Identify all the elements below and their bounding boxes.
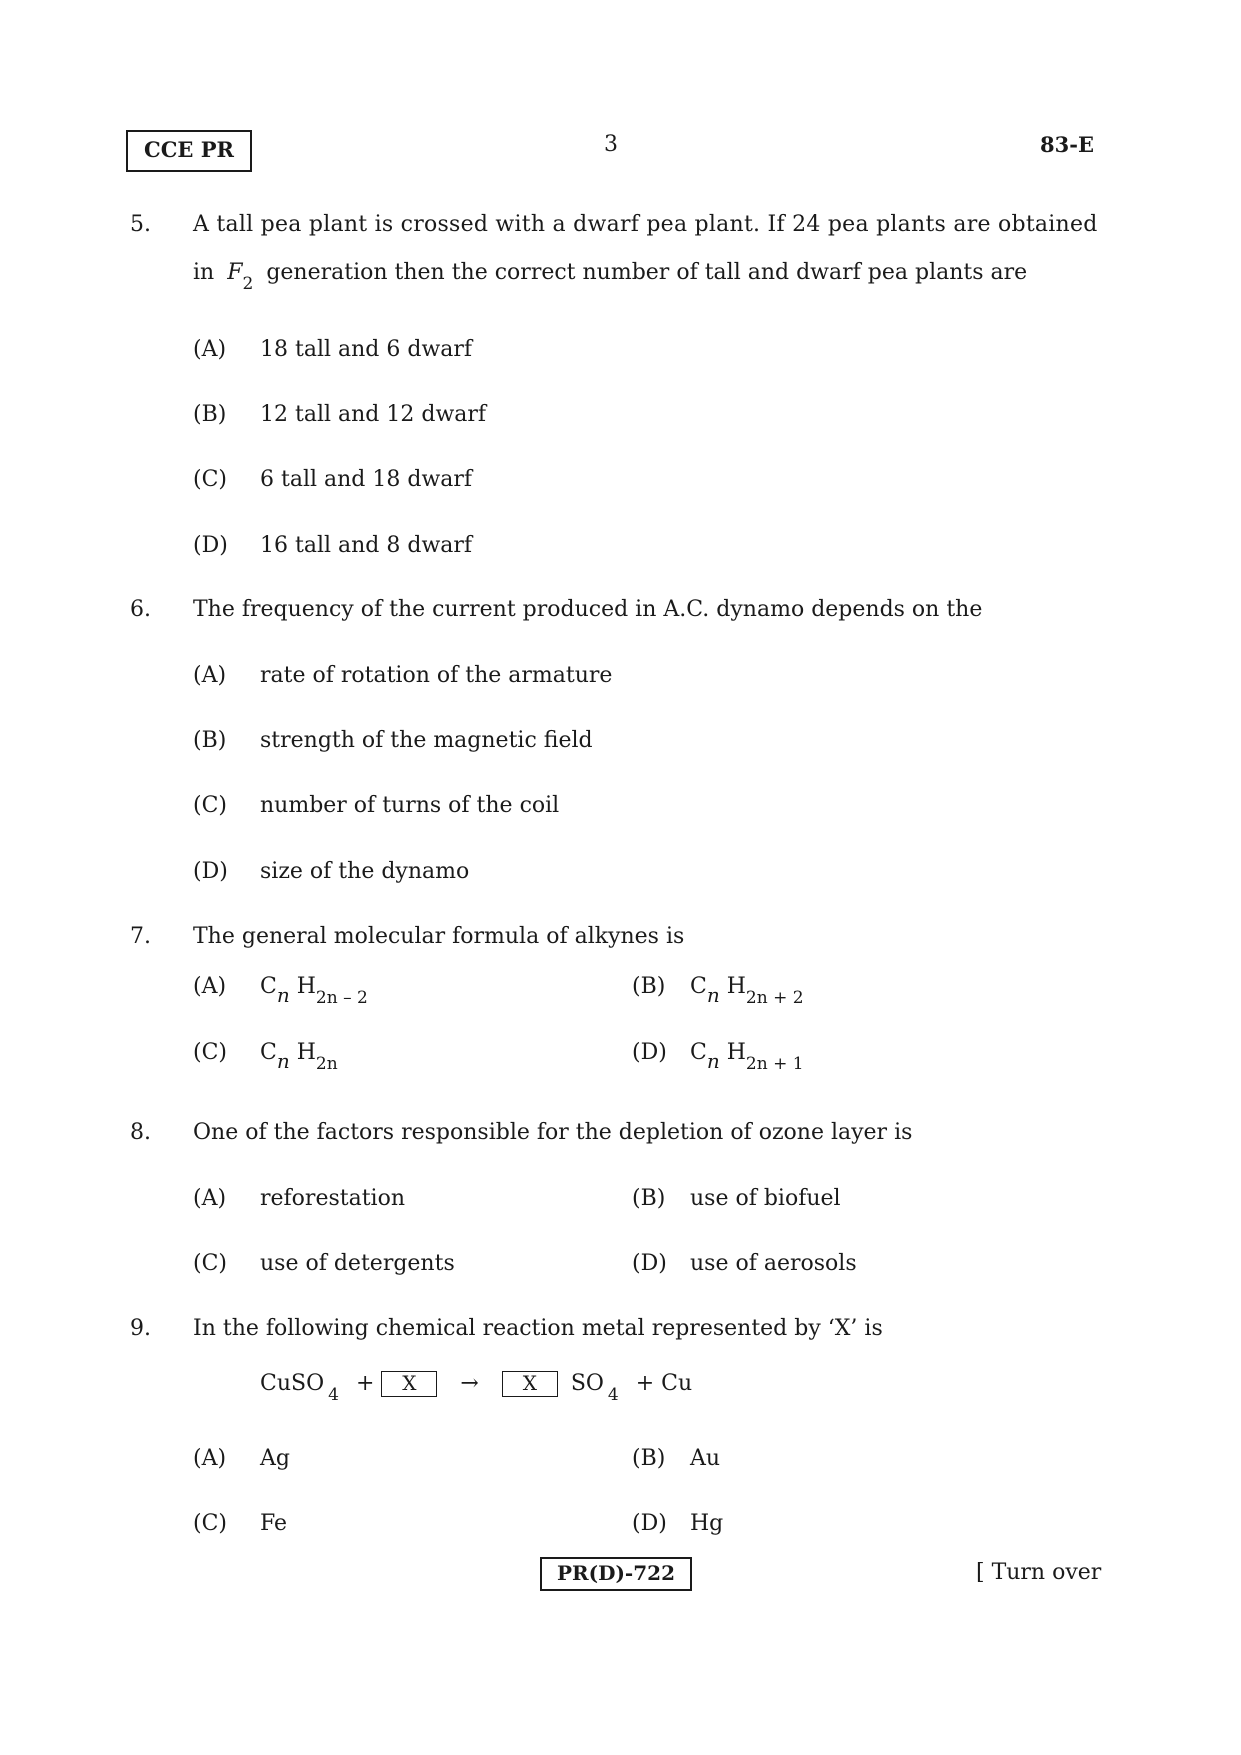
eq-so: SO (570, 1371, 604, 1396)
q8-option-b-label: (B) (632, 1186, 666, 1211)
q5-option-b-label: (B) (193, 402, 227, 427)
q7-option-d-label: (D) (632, 1040, 667, 1065)
q7-d-h: H (726, 1040, 746, 1065)
q5-f-sub: 2 (242, 274, 254, 294)
q5-option-b-text: 12 tall and 12 dwarf (260, 402, 487, 427)
q9-text: In the following chemical reaction metal represented by ‘X’ is (193, 1316, 883, 1341)
q9-equation (260, 1371, 693, 1405)
q8-option-d-label: (D) (632, 1251, 667, 1276)
q7-c-h: H (296, 1040, 316, 1065)
q6-option-b-label: (B) (193, 728, 227, 753)
q8-number: 8. (130, 1120, 151, 1145)
eq-arrow: → (460, 1371, 479, 1396)
q8-text: One of the factors responsible for the depletion of ozone layer is (193, 1120, 913, 1145)
q7-a-h: H (296, 974, 316, 999)
q5-option-c-label: (C) (193, 467, 227, 492)
q5-text-line1: A tall pea plant is crossed with a dwarf pea plant. If 24 pea plants are obtained (193, 212, 1098, 237)
q7-b-n: n (706, 983, 720, 1007)
q8-option-c-text: use of detergents (260, 1251, 455, 1276)
turn-over: [ Turn over (976, 1560, 1102, 1585)
q8-option-a-label: (A) (193, 1186, 227, 1211)
q7-b-c: C (690, 974, 707, 999)
q7-option-a-formula (260, 974, 368, 1008)
q7-text: The general molecular formula of alkynes is (193, 924, 685, 949)
q6-number: 6. (130, 597, 151, 622)
q8-option-d-text: use of aerosols (690, 1251, 857, 1276)
eq-sub4-b: 4 (607, 1385, 619, 1405)
q7-option-d-formula (690, 1040, 804, 1074)
q9-number: 9. (130, 1316, 151, 1341)
q7-c-hsub: 2n (315, 1054, 338, 1074)
header-box: CCE PR (126, 130, 252, 172)
eq-cuso: CuSO (260, 1371, 325, 1396)
q7-number: 7. (130, 924, 151, 949)
q9-option-b-text: Au (690, 1446, 721, 1471)
q7-option-c-formula (260, 1040, 338, 1074)
paper-code: 83-E (1040, 132, 1094, 157)
q7-option-a-label: (A) (193, 974, 227, 999)
q5-f-var: F (227, 260, 243, 285)
q9-option-a-label: (A) (193, 1446, 227, 1471)
eq-x-box-2: X (502, 1371, 558, 1397)
q5-number: 5. (130, 212, 151, 237)
page-number: 3 (604, 132, 618, 157)
q7-a-n: n (276, 983, 290, 1007)
q7-b-hsub: 2n + 2 (745, 988, 804, 1008)
q5-option-a-label: (A) (193, 337, 227, 362)
q9-option-c-text: Fe (260, 1511, 288, 1536)
q5-option-c-text: 6 tall and 18 dwarf (260, 467, 473, 492)
q8-option-a-text: reforestation (260, 1186, 405, 1211)
q5-line2-post: generation then the correct number of tall and dwarf pea plants are (266, 260, 1028, 285)
q6-option-d-text: size of the dynamo (260, 859, 470, 884)
q7-c-n: n (276, 1049, 290, 1073)
q5-option-d-label: (D) (193, 533, 228, 558)
q9-option-d-text: Hg (690, 1511, 724, 1536)
eq-sub4-a: 4 (328, 1385, 339, 1405)
q7-b-h: H (726, 974, 746, 999)
q6-option-c-text: number of turns of the coil (260, 793, 560, 818)
q9-option-c-label: (C) (193, 1511, 227, 1536)
q8-option-c-label: (C) (193, 1251, 227, 1276)
q6-option-c-label: (C) (193, 793, 227, 818)
q5-option-d-text: 16 tall and 8 dwarf (260, 533, 473, 558)
q8-option-b-text: use of biofuel (690, 1186, 841, 1211)
q5-text-line2 (193, 260, 1028, 294)
q6-text: The frequency of the current produced in A.C. dynamo depends on the (193, 597, 983, 622)
eq-x-box-1: X (381, 1371, 437, 1397)
q9-option-a-text: Ag (260, 1446, 290, 1471)
q7-option-c-label: (C) (193, 1040, 227, 1065)
q5-line2-pre: in (193, 260, 215, 285)
q6-option-d-label: (D) (193, 859, 228, 884)
q7-option-b-formula (690, 974, 804, 1008)
q9-option-d-label: (D) (632, 1511, 667, 1536)
q7-d-hsub: 2n + 1 (745, 1054, 804, 1074)
q7-a-hsub: 2n – 2 (315, 988, 368, 1008)
q5-option-a-text: 18 tall and 6 dwarf (260, 337, 473, 362)
eq-plus-cu: + Cu (635, 1371, 693, 1396)
q7-option-b-label: (B) (632, 974, 666, 999)
q6-option-a-text: rate of rotation of the armature (260, 663, 613, 688)
footer-code-box: PR(D)-722 (540, 1557, 692, 1591)
eq-plus: + (355, 1371, 375, 1396)
q7-d-n: n (706, 1049, 720, 1073)
q7-d-c: C (690, 1040, 707, 1065)
q6-option-b-text: strength of the magnetic field (260, 728, 593, 753)
q9-option-b-label: (B) (632, 1446, 666, 1471)
q6-option-a-label: (A) (193, 663, 227, 688)
q7-a-c: C (260, 974, 277, 999)
q7-c-c: C (260, 1040, 277, 1065)
